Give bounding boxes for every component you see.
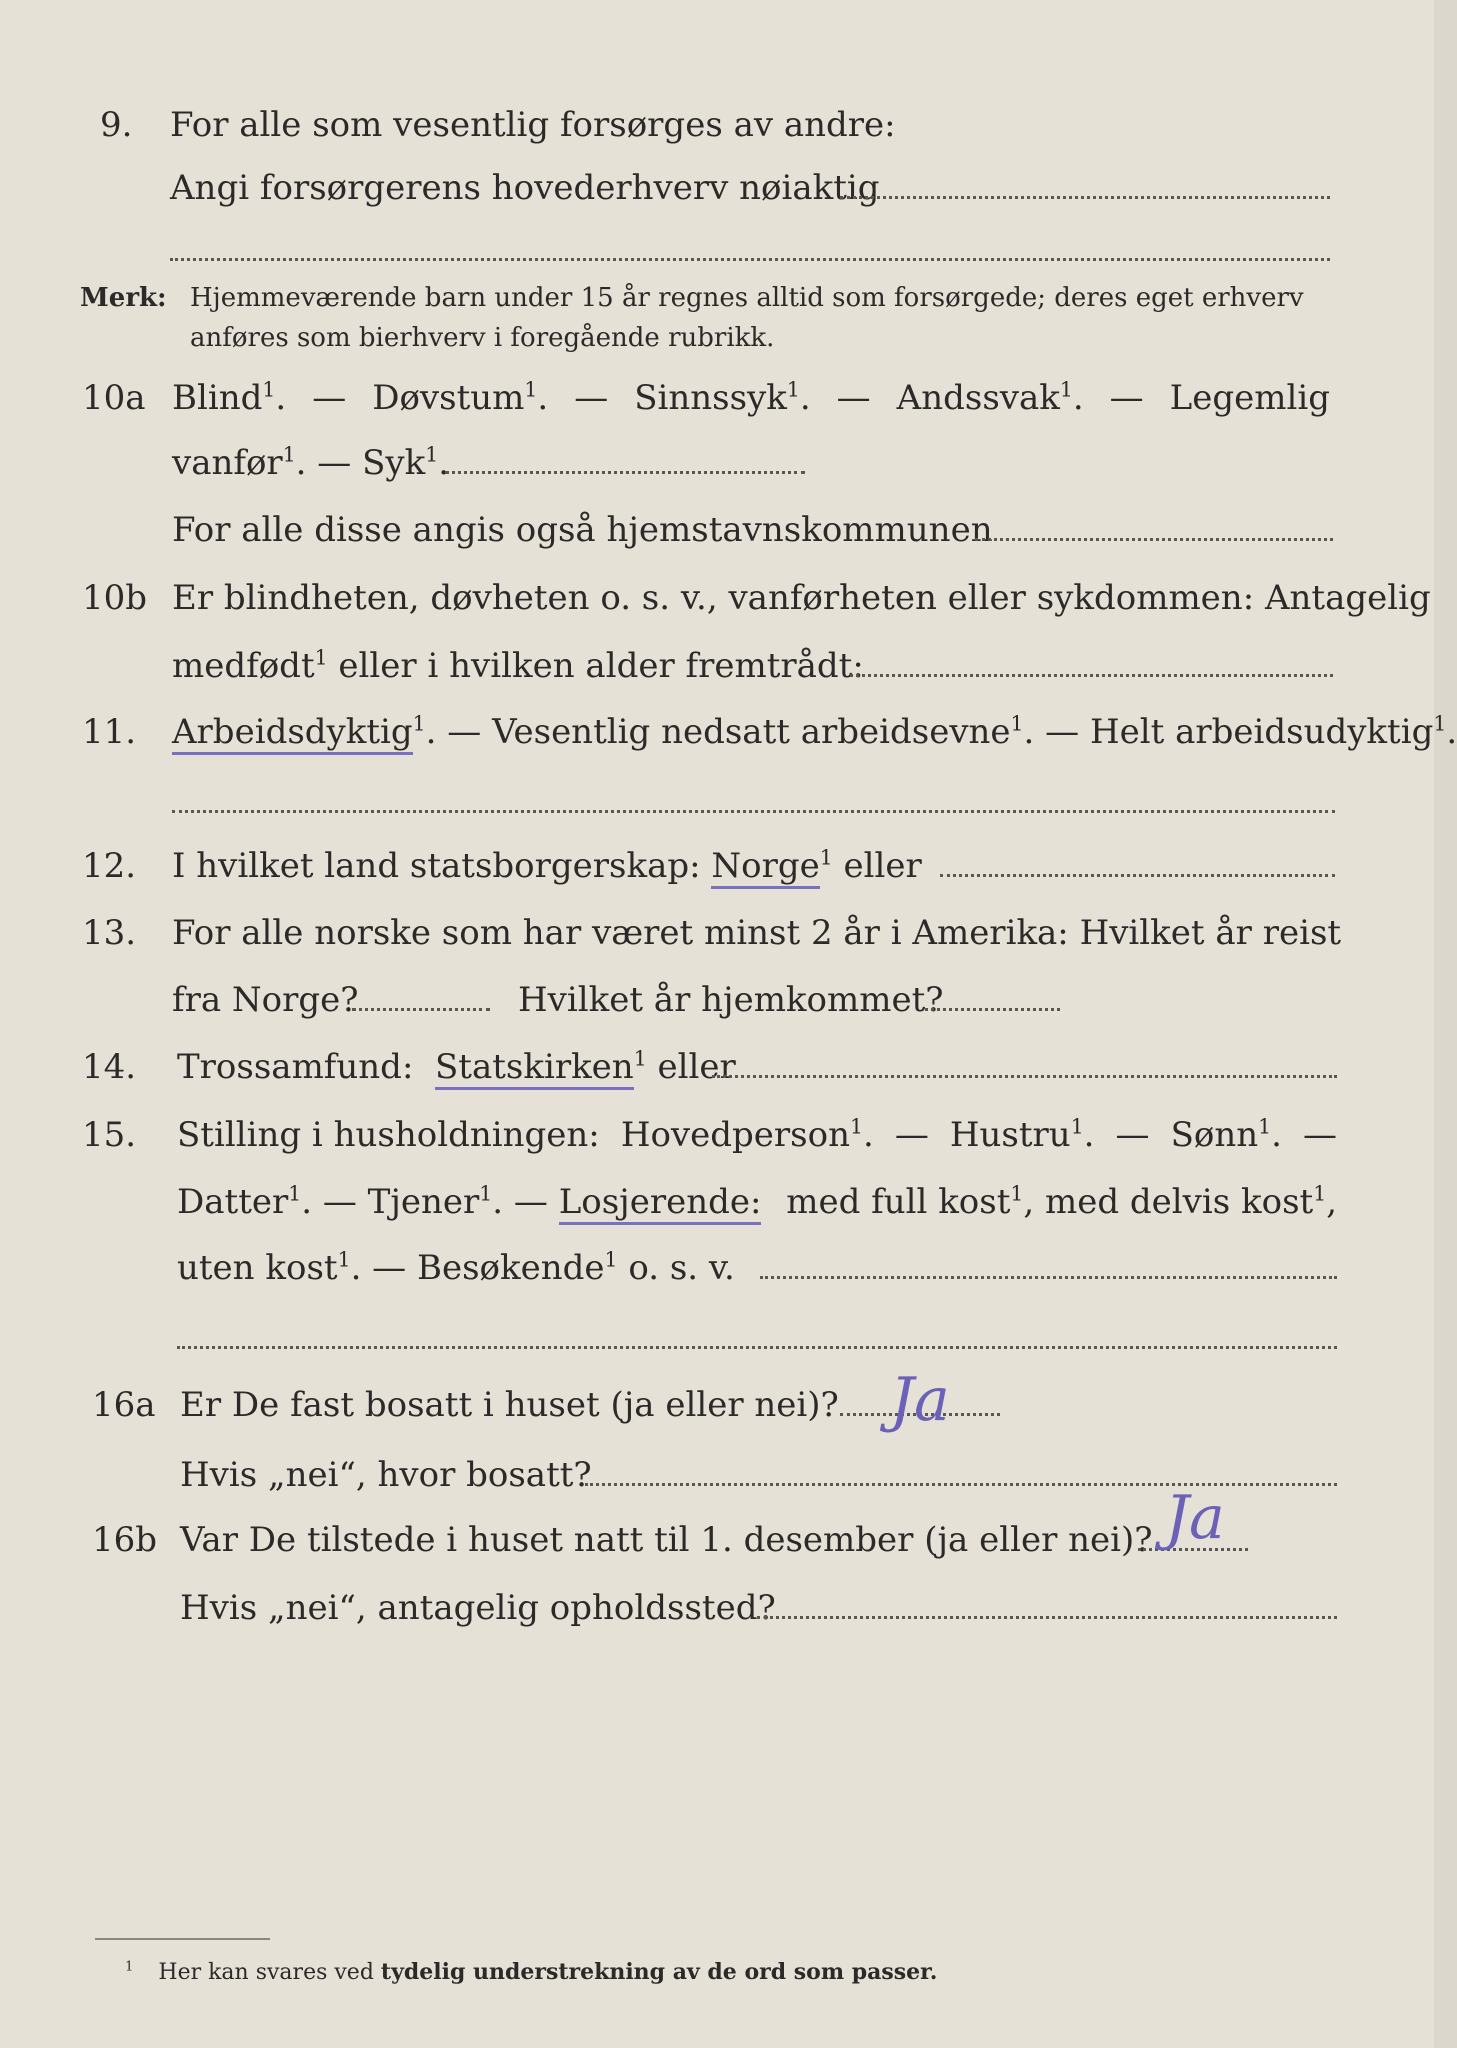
dash: — [574, 378, 609, 418]
option-nedsatt[interactable]: . — Vesentlig nedsatt arbeidsevne [425, 712, 1011, 752]
q13-reist-line[interactable] [352, 1008, 490, 1011]
dash: — [894, 1115, 929, 1155]
dash: — [1109, 378, 1144, 418]
q15-line3 [0, 1238, 1434, 1298]
option-medfodt[interactable]: medfødt$^1$ [172, 645, 328, 686]
q11-answer-line[interactable] [172, 810, 1335, 813]
q16a-text: Er De fast bosatt i huset (ja eller nei)? [180, 1385, 839, 1425]
option-hovedperson[interactable]: Hovedperson$^1$. [620, 1114, 874, 1155]
q14-answer-line[interactable] [712, 1075, 1337, 1078]
q10b-line1 [0, 568, 1434, 628]
dash: — [1115, 1115, 1150, 1155]
q13-hjemkommet-line[interactable] [925, 1008, 1060, 1011]
q10b-text: Er blindheten, døvheten o. s. v., vanførheten eller sykdommen: Antagelig [172, 578, 1431, 618]
q10a-line2-text [172, 433, 449, 493]
q13-text: For alle norske som har været minst 2 år i Amerika: Hvilket år reist [172, 913, 1342, 953]
q10a-hjemstavn-text: For alle disse angis også hjemstavnskommunen [172, 510, 993, 550]
q15-options-3: uten kost$^1$. — Besøkende$^1$ o. s. v. [177, 1247, 735, 1288]
merk-line1 [0, 278, 1434, 318]
option-hustru[interactable]: Hustru$^1$. [949, 1114, 1095, 1155]
q10a-number: 10a [82, 378, 146, 418]
option-losjerende[interactable]: Losjerende: [559, 1182, 762, 1225]
q9-text-2: Angi forsørgerens hovederhverv nøiaktig [170, 168, 880, 208]
q16b-handwritten-answer: Ja [1165, 1483, 1225, 1553]
option-besokende[interactable]: . — Besøkende [350, 1248, 605, 1288]
option-kost[interactable]: med full kost$^1$, med delvis kost$^1$, [786, 1181, 1337, 1222]
q16b-text: Var De tilstede i huset natt til 1. desember (ja eller nei)? [180, 1520, 1153, 1560]
q10b-line2-text [172, 636, 864, 696]
option-andssvak[interactable]: Andssvak$^1$. [896, 377, 1084, 418]
q10a-line1 [0, 368, 1434, 428]
q13-number: 13. [82, 913, 137, 953]
q14-label: Trossamfund: [177, 1047, 414, 1087]
q9-line2 [0, 158, 1434, 218]
merk-label: Merk: [80, 283, 167, 313]
q16a-handwritten-answer: Ja [890, 1365, 950, 1435]
q11-line1 [0, 702, 1457, 762]
q10a-line3 [0, 500, 1434, 560]
dash: — [836, 378, 871, 418]
q12-number: 12. [82, 846, 137, 886]
q12-text: I hvilket land statsborgerskap: Norge$^1$ eller [172, 836, 922, 896]
dash: — [312, 378, 347, 418]
footnote-text-b: tydelig understrekning av de ord som passer. [380, 1959, 938, 1985]
option-syk[interactable]: — Syk$^1$. [317, 442, 450, 483]
merk-line2 [0, 318, 1434, 358]
q13-line2 [0, 970, 1434, 1030]
q9-line1 [0, 95, 1434, 155]
q14-line1 [0, 1037, 1434, 1097]
footnote-mark: 1 [125, 1959, 134, 1975]
q11-number: 11. [82, 712, 137, 752]
q16b-line2 [0, 1578, 1434, 1638]
merk-text-2: anføres som bierhverv i foregående rubrikk. [190, 323, 775, 353]
q15-answer-line-2[interactable] [177, 1346, 1337, 1349]
option-sonn[interactable]: Sønn$^1$. [1170, 1114, 1282, 1155]
q10b-number: 10b [82, 578, 148, 618]
q16b-opholdssted-text: Hvis „nei“, antagelig opholdssted? [180, 1588, 776, 1628]
merk-text: Hjemmeværende barn under 15 år regnes alltid som forsørgede; deres eget erhverv [190, 283, 1304, 313]
option-vanfor[interactable]: vanfør$^1$. [172, 442, 307, 483]
q11-options: Arbeidsdyktig$^1$. — Vesentlig nedsatt arbeidsevne$^1$. — Helt arbeidsudyktig$^1$. [172, 702, 1457, 762]
q13-line1 [0, 903, 1434, 963]
option-arbeidsdyktig[interactable]: Arbeidsdyktig [172, 712, 413, 755]
footnote-rule [95, 1938, 270, 1940]
q10b-line2 [0, 636, 1434, 696]
q10a-hjemstavn-line[interactable] [975, 538, 1333, 541]
q12-answer-line[interactable] [940, 874, 1335, 877]
option-dovstum[interactable]: Døvstum$^1$. [372, 377, 549, 418]
q15-line2 [0, 1172, 1434, 1232]
option-udyktig[interactable]: . — Helt arbeidsudyktig [1023, 712, 1434, 752]
option-norge[interactable]: Norge [711, 846, 819, 889]
option-uten-kost[interactable]: uten kost [177, 1248, 338, 1288]
q12-line1 [0, 836, 1434, 896]
q13-reist-text: fra Norge? [172, 980, 359, 1020]
q10a-answer-line[interactable] [445, 471, 805, 474]
q13-hjemkommet-text: Hvilket år hjemkommet? [518, 980, 944, 1020]
q10a-line2 [0, 433, 1434, 493]
q15-line1 [0, 1105, 1434, 1165]
q15-options-1 [177, 1105, 1337, 1165]
q16b-number: 16b [92, 1520, 158, 1560]
q15-label: Stilling i husholdningen: [177, 1115, 600, 1155]
option-blind[interactable]: Blind$^1$. [172, 377, 287, 418]
q9-text: For alle som vesentlig forsørges av andre: [170, 105, 896, 145]
option-statskirken[interactable]: Statskirken [435, 1047, 634, 1090]
q16a-bosatt-text: Hvis „nei“, hvor bosatt? [180, 1455, 592, 1495]
q16a-line1 [0, 1375, 1434, 1435]
q9-answer-line-2[interactable] [170, 258, 1330, 261]
q14-options: Statskirken$^1$ eller [435, 1037, 736, 1097]
q16b-opholdssted-line[interactable] [757, 1616, 1337, 1619]
q10b-answer-line[interactable] [850, 674, 1333, 677]
option-sinnssyk[interactable]: Sinnssyk$^1$. [634, 377, 811, 418]
footnote [125, 1957, 937, 1988]
option-datter-tjener[interactable]: Datter$^1$. — Tjener$^1$. — Losjerende: [177, 1172, 761, 1232]
dash: — [1302, 1115, 1337, 1155]
q9-answer-line[interactable] [840, 196, 1330, 199]
footnote-text-a: Her kan svares ved [158, 1960, 374, 1985]
q14-number: 14. [82, 1047, 137, 1087]
q15-options-2 [177, 1172, 1337, 1232]
q15-answer-line[interactable] [760, 1276, 1337, 1279]
q15-number: 15. [82, 1115, 137, 1155]
option-legemlig[interactable]: Legemlig [1169, 378, 1330, 418]
q10b-alder-text: eller i hvilken alder fremtrådt: [338, 646, 864, 686]
q10a-options [172, 368, 1330, 428]
q16a-number: 16a [92, 1385, 156, 1425]
q9-number: 9. [100, 105, 133, 145]
